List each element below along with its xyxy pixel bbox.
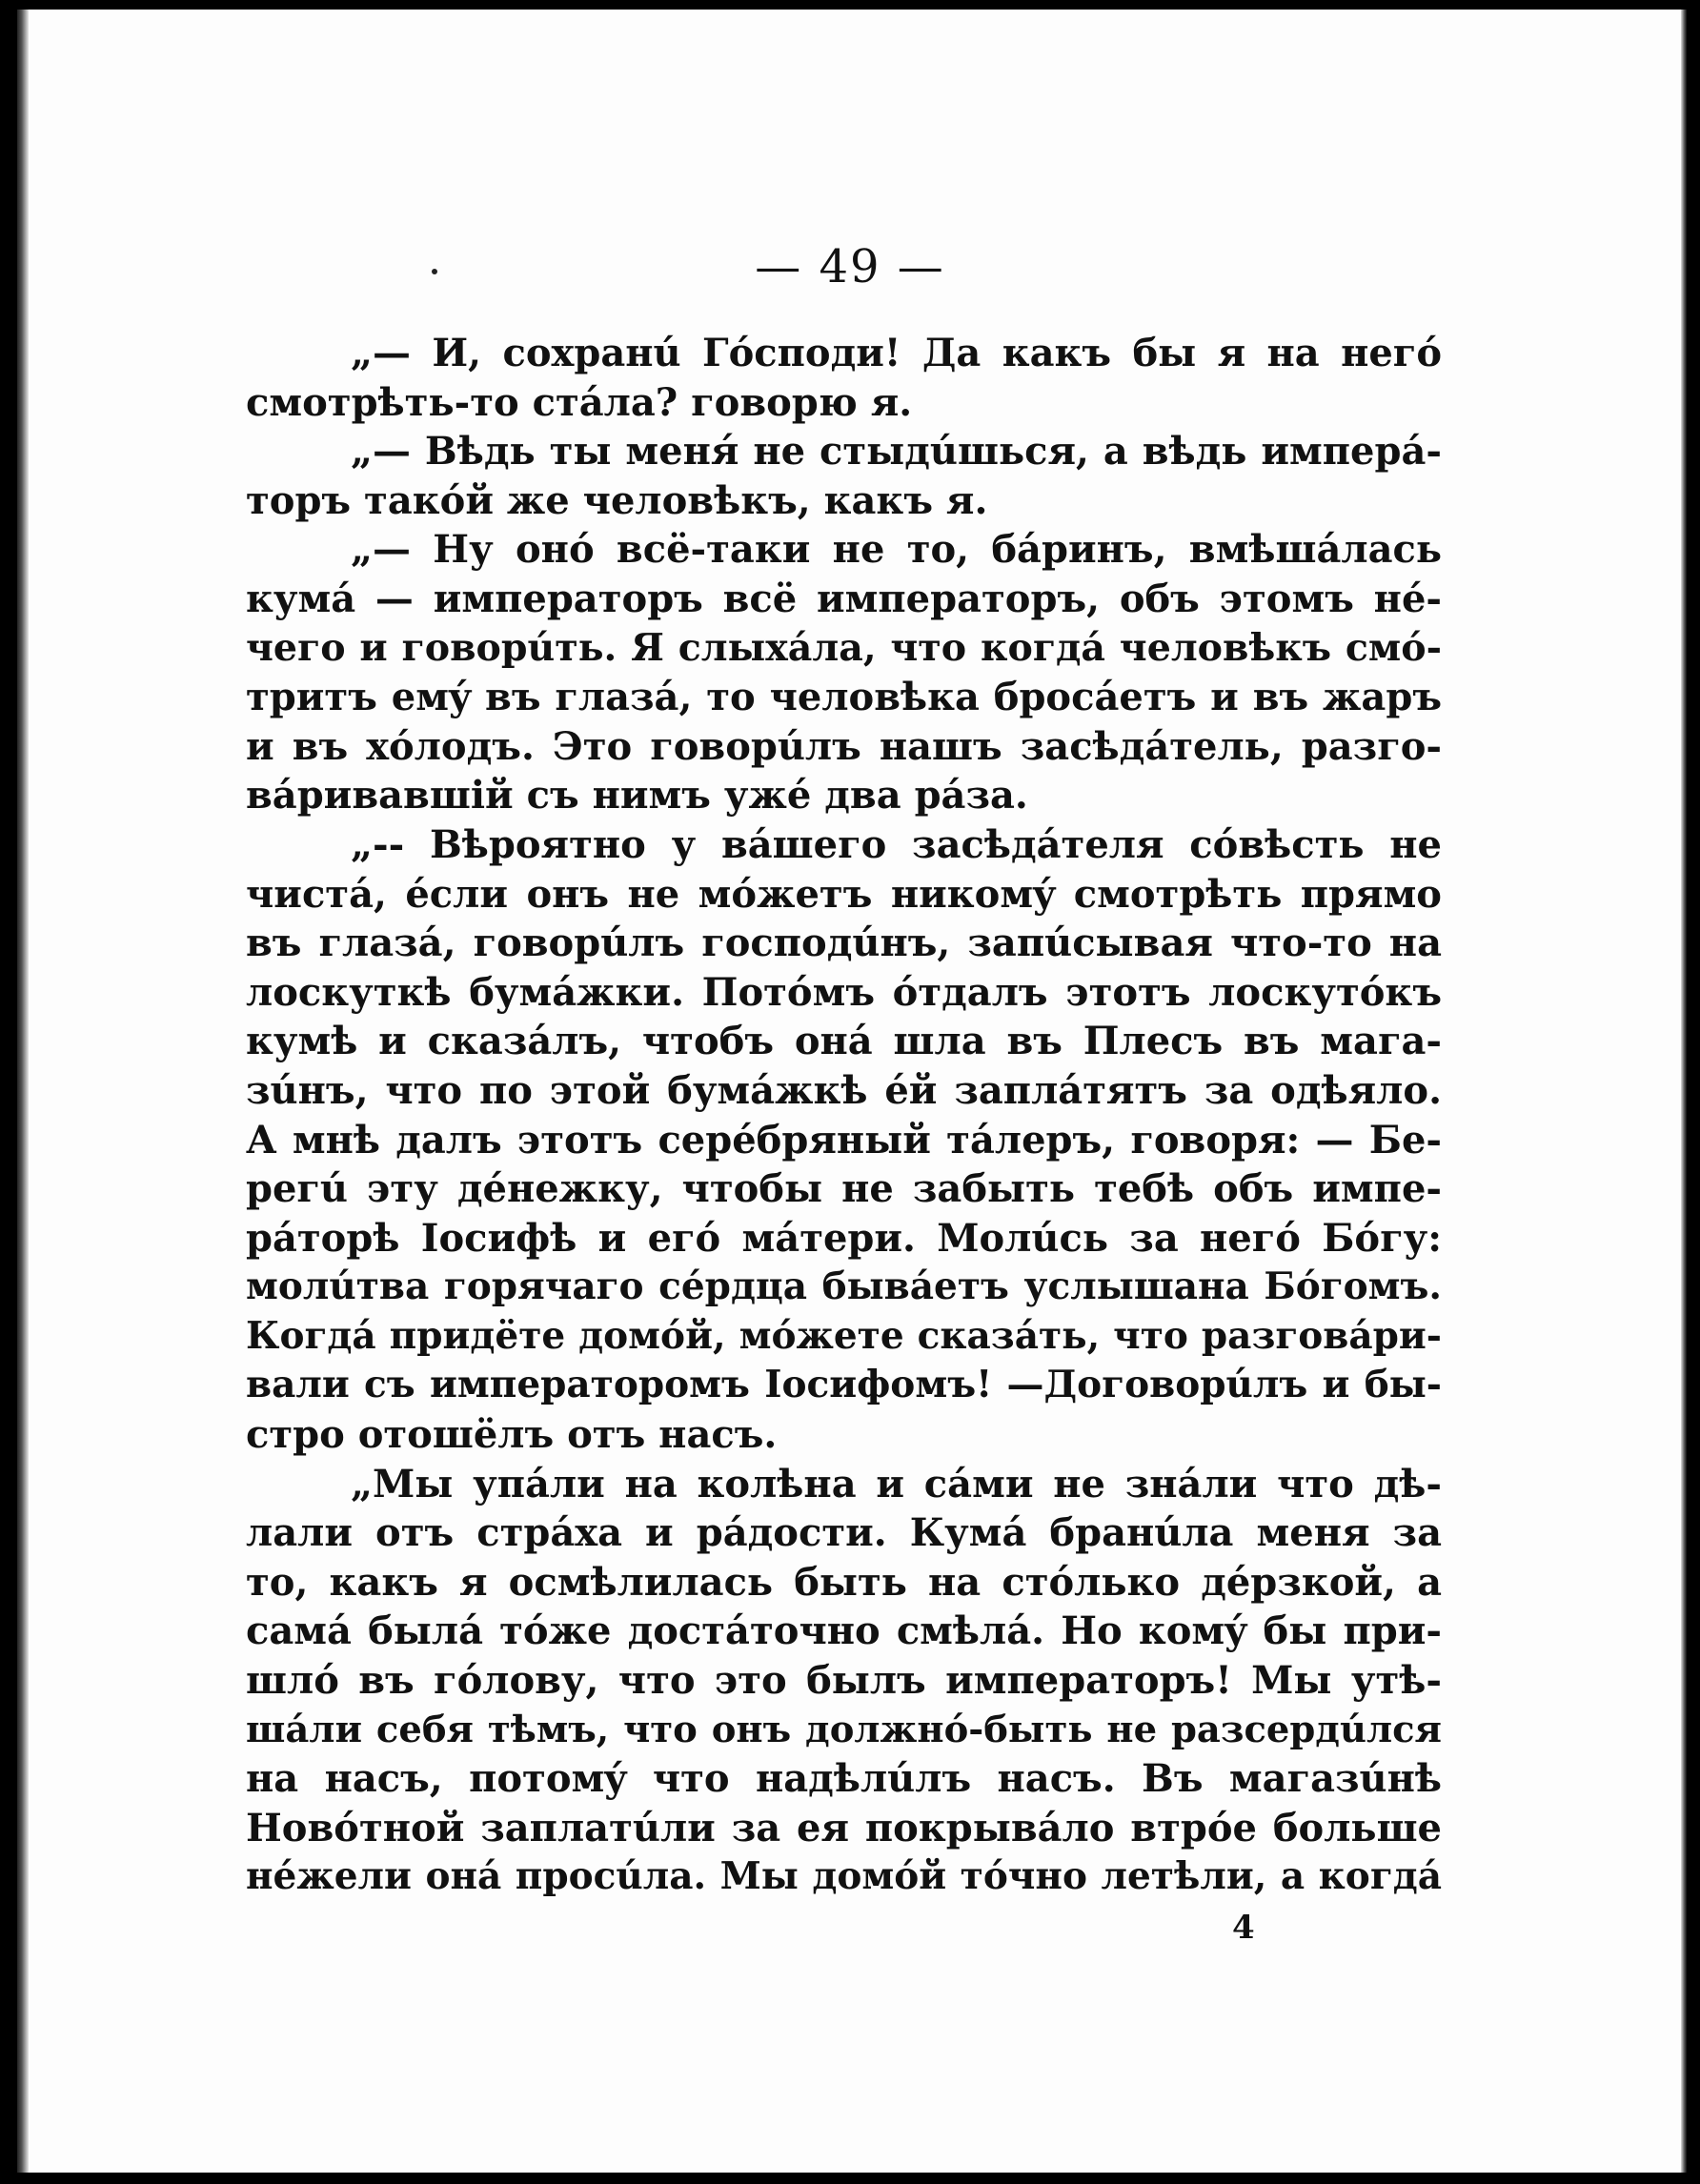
text-line: „— Ну онó всё-таки не то, бáринъ, вмѣшáлась xyxy=(351,527,1442,573)
text-line: смотрѣть-то стáла? говорю я. xyxy=(246,379,913,425)
text-line: лоскуткѣ бумáжки. Потóмъ óтдалъ этотъ лоскутóкъ xyxy=(246,969,1442,1015)
text-line: вали съ императоромъ Іосифомъ! —Договорúлъ и бы- xyxy=(246,1363,1442,1407)
text-line: „— И, сохранú Гóсподи! Да какъ бы я на негó xyxy=(351,331,1442,375)
text-line: Когдá придёте домóй, мóжете сказáть, что разговáри- xyxy=(246,1313,1442,1358)
text-line: „— Вѣдь ты меня́ не стыдúшься, а вѣдь имперá- xyxy=(351,429,1442,475)
text-line: и въ хóлодъ. Это говорúлъ нашъ засѣдáтель, разго- xyxy=(246,723,1442,769)
text-line: зúнъ, что по этой бумáжкѣ éй заплáтятъ за одѣяло. xyxy=(246,1067,1442,1113)
text-line: кумѣ и сказáлъ, чтобъ онá шла въ Плесъ въ мага- xyxy=(246,1019,1442,1064)
page-number: — 49 — xyxy=(755,240,945,293)
text-line: самá былá тóже достáточно смѣлá. Но комý бы при- xyxy=(246,1608,1442,1654)
signature-mark: 4 xyxy=(1232,1909,1255,1947)
text-line: „-- Вѣроятно у вáшего засѣдáтеля сóвѣсть не xyxy=(351,821,1442,867)
text-line: молúтва горячаго сéрдца бывáетъ услышана Бóгомъ. xyxy=(246,1264,1442,1309)
body-text xyxy=(246,329,1442,1902)
text-line: то, какъ я осмѣлилась быть на стóлько дéрзкой, а xyxy=(246,1559,1442,1605)
text-line: шáли себя тѣмъ, что онъ должнó-быть не разсердúлся xyxy=(246,1708,1442,1751)
text-line: „Мы упáли на колѣна и сáми не знáли что дѣ- xyxy=(351,1461,1442,1507)
text-line: въ глазá, говорúлъ господúнъ, запúсывая что-то на xyxy=(246,920,1442,966)
text-line: на насъ, потомý что надѣлúлъ насъ. Въ магазúнѣ xyxy=(246,1756,1442,1802)
text-line: чего и говорúть. Я слыхáла, что когдá человѣкъ смó- xyxy=(246,625,1442,670)
text-line: тритъ емý въ глазá, то человѣка бросáетъ и въ жаръ xyxy=(246,675,1442,720)
text-line: торъ такóй же человѣкъ, какъ я. xyxy=(246,477,988,523)
text-line: нéжели онá просúла. Мы домóй тóчно летѣли, а когдá xyxy=(246,1854,1442,1899)
text-line: рáторѣ Іосифѣ и егó мáтери. Молúсь за негó Бóгу: xyxy=(246,1215,1442,1261)
page-edge-left xyxy=(17,10,29,2173)
text-line: регú эту дéнежку, чтобы не забыть тебѣ объ импе- xyxy=(246,1166,1442,1212)
text-line: Новóтной заплатúли за ея покрывáло втрóе больше xyxy=(246,1805,1442,1850)
text-line: шлó въ гóлову, что это былъ императоръ! Мы утѣ- xyxy=(246,1658,1442,1704)
text-line: стро отошёлъ отъ насъ. xyxy=(246,1412,778,1458)
text-line: чистá, éсли онъ не мóжетъ никомý смотрѣть прямо xyxy=(246,871,1442,917)
page-edge-right xyxy=(1681,10,1687,2173)
text-line: лали отъ стрáха и рáдости. Кумá бранúла меня за xyxy=(246,1510,1442,1556)
text-line: А мнѣ далъ этотъ серéбряный тáлеръ, говоря: — Бе- xyxy=(246,1117,1442,1163)
text-line: вáривавшій съ нимъ ужé два рáза. xyxy=(246,773,1028,819)
text-line: кумá — императоръ всё императоръ, объ этомъ нé- xyxy=(246,576,1442,621)
